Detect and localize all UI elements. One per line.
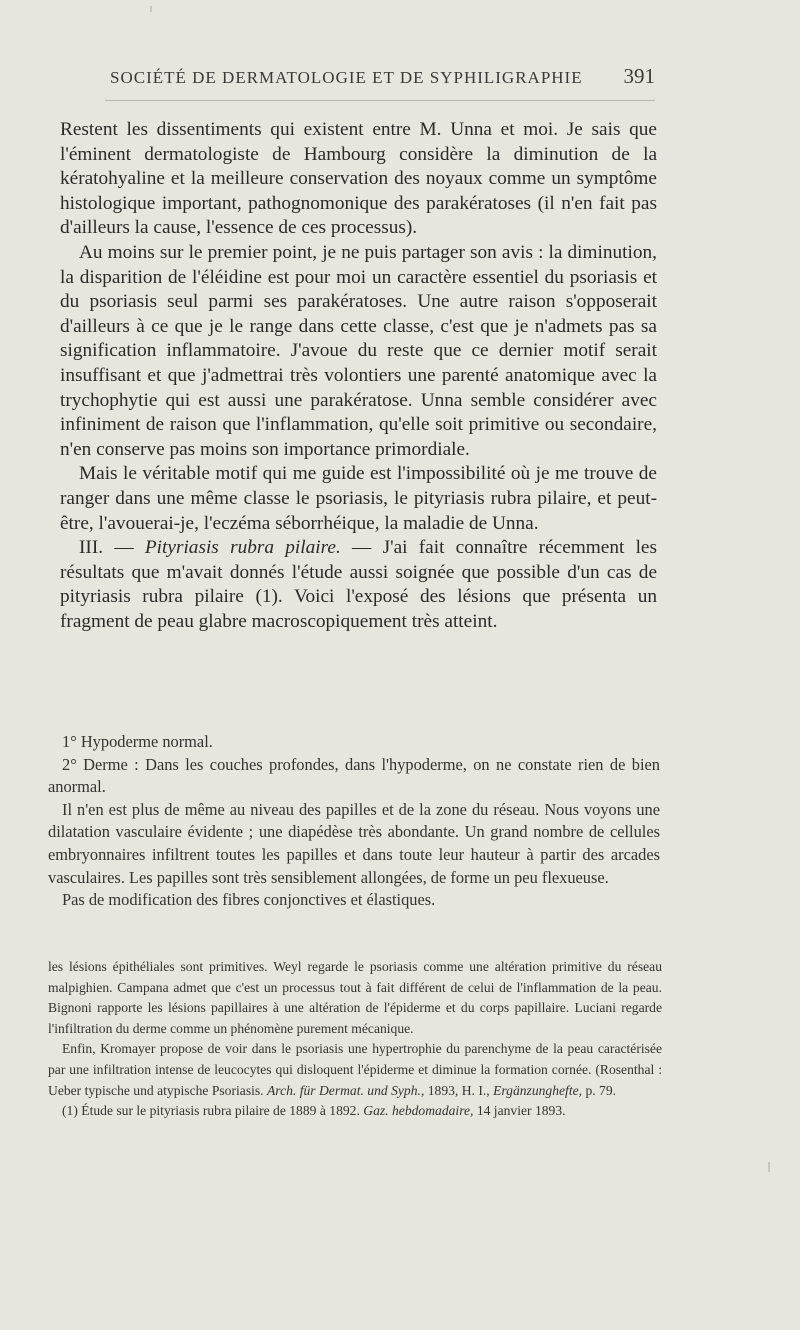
- list-item: 2° Derme : Dans les couches profondes, dans l'hypoderme, on ne constate rien de bien anormal.: [48, 754, 660, 797]
- section-title: Pityriasis rubra pilaire.: [144, 537, 341, 559]
- footnote-1-journal: Gaz. hebdomadaire,: [363, 1103, 474, 1119]
- footnote-1: [48, 1101, 662, 1122]
- footnote-continuation: les lésions épithéliales sont primitives. Weyl regarde le psoriasis comme une altération primitive du réseau malpighien. Campana admet que c'est un processus tout à fait différent de celui de l'inflammation de la peau. Bignoni rapporte les lésions papillaires à une altération de l'épiderme et du corps papillaire. Luciani regarde l'infiltration du derme comme un phénomène purement mécanique.: [48, 959, 662, 1036]
- journal-year: 1893, H. I.,: [427, 1082, 490, 1098]
- list-item: 1° Hypoderme normal.: [62, 732, 213, 751]
- main-text: [60, 118, 657, 634]
- footnote-1-date: 14 janvier 1893.: [476, 1103, 566, 1119]
- paper-speck: [768, 1162, 770, 1172]
- running-header: [110, 64, 655, 89]
- header-rule: [105, 100, 655, 101]
- footnote-marker: (1): [62, 1103, 78, 1119]
- list-item: Il n'en est plus de même au niveau des papilles et de la zone du réseau. Nous voyons une dilatation vasculaire évidente ; une diapédèse très abondante. Un grand nombre de cellules embryonnaires infiltrent toutes les papilles et dans toute leur hauteur à partir des arcades vasculaires. Les papilles sont très sensiblement allongées, de forme un peu flexueuse.: [48, 799, 660, 887]
- footnote-kromayer-text: Enfin, Kromayer propose de voir dans le psoriasis une hypertrophie du parenchyme de la peau caractérisée par une infiltration intense de leucocytes qui disloquent l'épiderme et diminue la formation cornée. (Rosenthal : Ueber typische und atypische Psoriasis.: [48, 1041, 662, 1098]
- paragraph-3: Mais le véritable motif qui me guide est l'impossibilité où je me trouve de ranger dans une même classe le psoriasis, le pityriasis rubra pilaire, et peut-être, l'avouerai-je, l'eczéma séborrhéique, la maladie de Unna.: [60, 463, 657, 534]
- paper-speck: [150, 6, 152, 12]
- paragraph-2: Au moins sur le premier point, je ne puis partager son avis : la diminution, la disparition de l'éléidine est pour moi un caractère essentiel du psoriasis et du psoriasis seul parmi ses parakératoses. Une autre raison s'opposerait d'ailleurs à ce que je le range dans cette classe, c'est que je n'admets pas sa signification inflammatoire. J'avoue du reste que ce dernier motif serait insuffisant et que j'admettrai très volontiers une parenté anatomique avec la trychophytie qui est aussi une parakératose. Unna semble considérer avec infiniment de raison que l'inflammation, qu'elle soit primitive ou secondaire, n'en conserve pas moins son importance primordiale.: [60, 241, 657, 460]
- section-number: III. —: [79, 537, 134, 559]
- journal-title: Arch. für Dermat. und Syph.,: [266, 1082, 425, 1098]
- footnotes: [48, 957, 662, 1122]
- list-item: Pas de modification des fibres conjonctives et élastiques.: [62, 890, 436, 910]
- section-3-paragraph: [60, 536, 657, 634]
- page-number: 391: [623, 64, 655, 88]
- running-title: SOCIÉTÉ DE DERMATOLOGIE ET DE SYPHILIGRAPHIE: [110, 68, 583, 87]
- lesion-list: [48, 731, 660, 912]
- section-text: — J'ai fait connaître récemment les résultats que m'avait donnés l'étude aussi soignée que possible d'un cas de pityriasis rubra pilaire (1). Voici l'exposé des lésions que présenta un fragment de peau glabre macroscopiquement très atteint.: [60, 537, 657, 632]
- paragraph-1: Restent les dissentiments qui existent entre M. Unna et moi. Je sais que l'éminent dermatologiste de Hambourg considère la diminution de la kératohyaline et la meilleure conservation des noyaux comme un symptôme histologique important, pathognomonique des parakératoses (il n'en fait pas d'ailleurs la cause, l'essence de ces processus).: [60, 119, 657, 239]
- journal-supplement: Ergänzunghefte,: [493, 1082, 583, 1098]
- journal-page: p. 79.: [585, 1082, 617, 1098]
- footnote-1-text: Étude sur le pityriasis rubra pilaire de 1889 à 1892.: [81, 1103, 360, 1119]
- footnote-kromayer: [48, 1039, 662, 1101]
